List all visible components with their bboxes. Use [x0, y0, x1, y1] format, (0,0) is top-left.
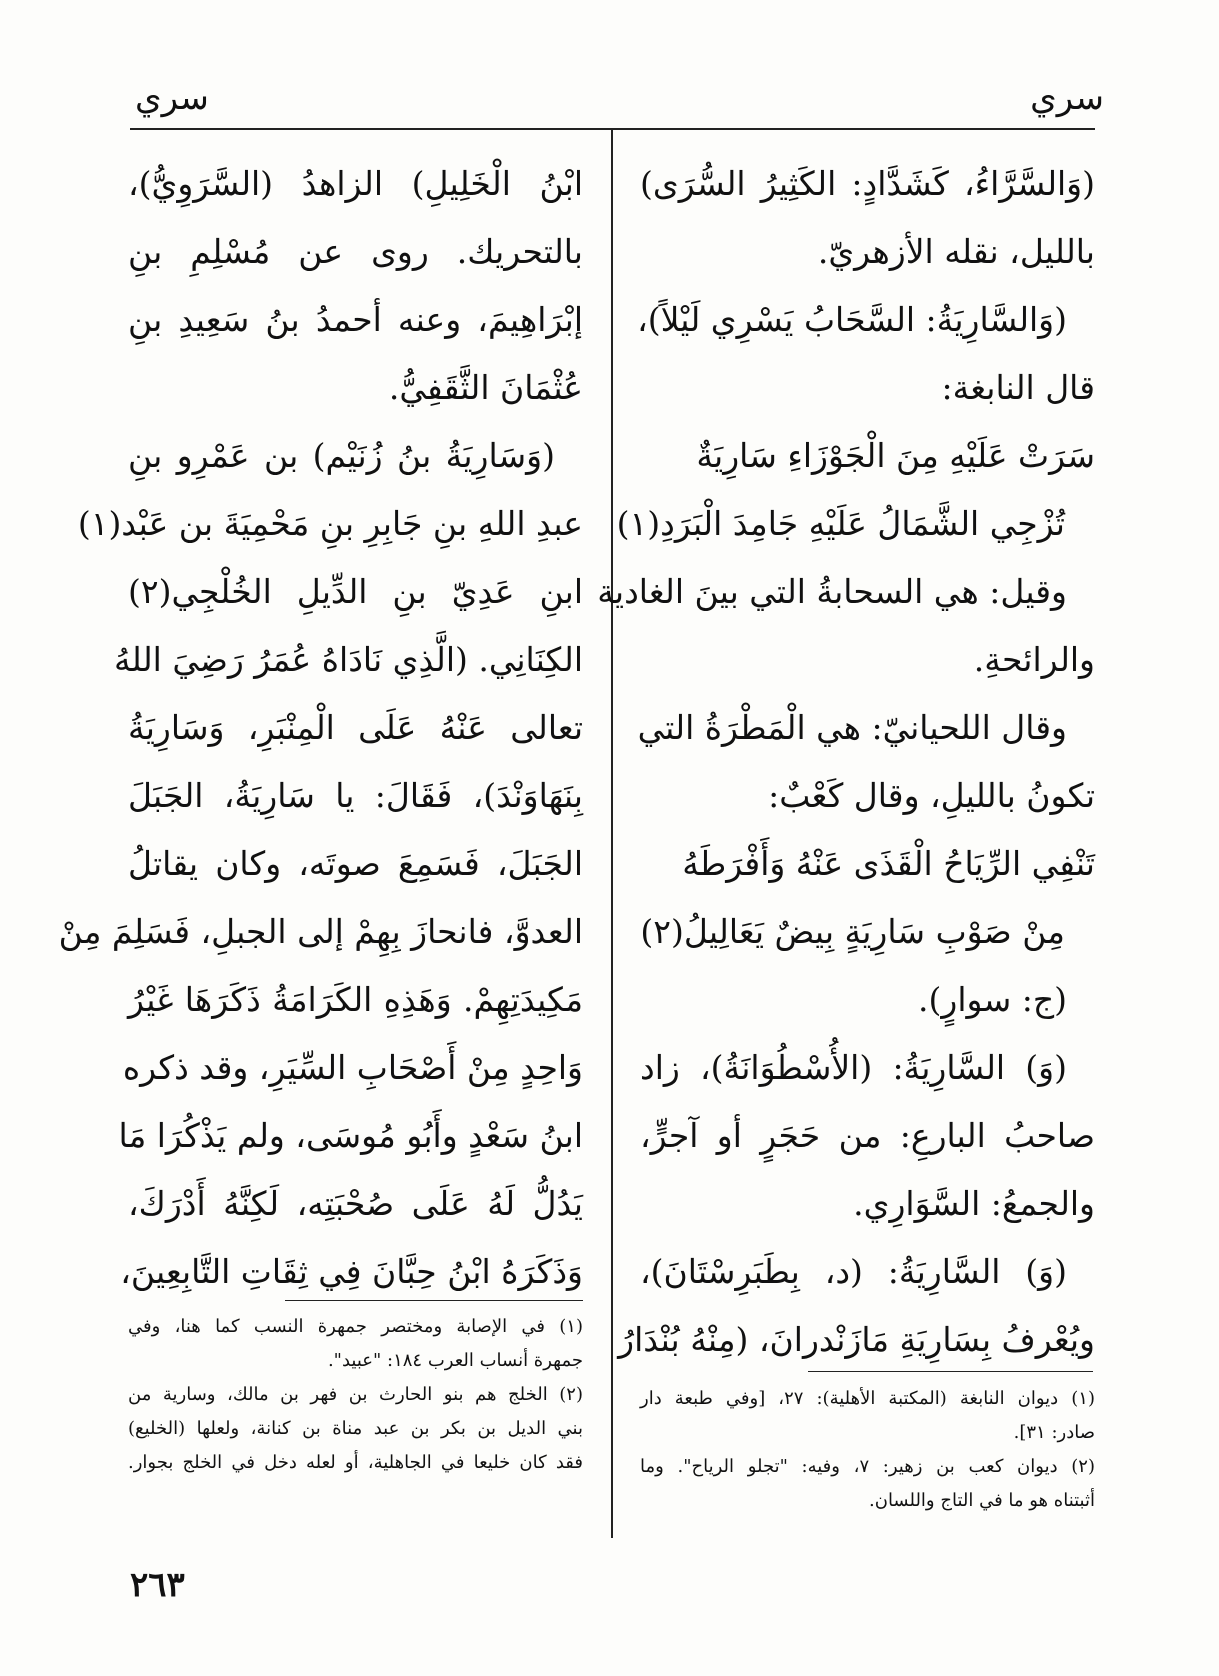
text-line: وَذَكَرَهُ ابْنُ حِبَّانَ فِي ثِقَاتِ التَّابِعِينَ، [120, 1252, 583, 1291]
footnote-line: بني الديل بن بكر بن عبد مناة بن كنانة، ولعلها (الخليع) [128, 1418, 583, 1439]
text-line: الكِنَانِي. (الَّذِي نَادَاهُ عُمَرُ رَضِيَ اللهُ [113, 640, 583, 679]
text-line: بِنَهَاوَنْدَ)، فَقَالَ: يا سَارِيَةُ، الجَبَلَ [128, 776, 583, 815]
text-line: (وَ) السَّارِيَةُ: (الأُسْطُوَانَةُ)، زاد [640, 1048, 1067, 1087]
text-line: بالليل، نقله الأزهريّ. [817, 232, 1095, 271]
text-line: عُثْمَانَ الثَّقَفِيُّ. [388, 368, 583, 407]
column-divider [611, 130, 613, 1538]
text-line: (وَالسَّارِيَةُ: السَّحَابُ يَسْرِي لَيْلاً)، [637, 300, 1067, 339]
footnote-rule-left [285, 1300, 583, 1301]
text-line: مَكِيدَتِهِمْ. وَهَذِهِ الكَرَامَةُ ذَكَرَهَا غَيْرُ [128, 980, 583, 1019]
text-line: صاحبُ البارعِ: من حَجَرٍ أو آجرٍّ، [640, 1116, 1095, 1155]
text-line: وَاحِدٍ مِنْ أَصْحَابِ السِّيَرِ، وقد ذكره [122, 1048, 583, 1087]
text-line: العدوَّ، فانحازَ بِهِمْ إلى الجبلِ، فَسَلِمَ مِنْ [58, 912, 583, 951]
text-line: وقال اللحيانيّ: هي الْمَطْرَةُ التي [637, 708, 1067, 747]
right-column [597, 150, 1095, 1374]
text-line: والجمعُ: السَّوَارِي. [853, 1184, 1095, 1223]
text-line: الجَبَلَ، فَسَمِعَ صوتَه، وكان يقاتلُ [128, 844, 583, 883]
verse-line: سَرَتْ عَلَيْهِ مِنَ الْجَوْزَاءِ سَارِيَةٌ [696, 436, 1095, 475]
text-line: ابنُ سَعْدٍ وأَبُو مُوسَى، ولم يَذْكُرَا مَا [118, 1116, 583, 1155]
text-line: والرائحةِ. [973, 640, 1095, 679]
text-line: ويُعْرفُ بِسَارِيَةِ مَازَنْدرانَ، (مِنْهُ بُنْدَارُ [618, 1320, 1095, 1359]
text-line: قال النابغة: [941, 368, 1095, 407]
running-header-left: سري [135, 78, 209, 118]
footnotes-left [128, 1310, 583, 1480]
text-line: وقيل: هي السحابةُ التي بينَ الغادية [597, 572, 1067, 611]
text-line: ابْنُ الْخَلِيلِ) الزاهدُ (السَّرَوِيُّ)، [128, 164, 583, 203]
running-header-right: سري [1030, 78, 1104, 118]
text-line: ابنِ عَدِيّ بنِ الدِّيلِ الخُلْجِي(٢) [128, 572, 583, 611]
footnotes-right [640, 1382, 1095, 1518]
page-number: ٢٦٣ [130, 1565, 185, 1605]
text-line: يَدُلُّ لَهُ عَلَى صُحْبَتِه، لَكِنَّهُ أَدْرَكَ، [128, 1184, 583, 1223]
footnote-line: جمهرة أنساب العرب ١٨٤: "عبيد". [327, 1350, 583, 1371]
footnote-line: صادر: ٣١]. [1013, 1422, 1095, 1443]
text-line: عبدِ اللهِ بنِ جَابِرِ بنِ مَحْمِيَةَ بن عَبْد(١) [77, 504, 583, 543]
footnote-line: (٢) الخلج هم بنو الحارث بن فهر بن مالك، وسارية من [128, 1384, 583, 1405]
left-column [58, 150, 583, 1306]
verse-line: تَنْفِي الرِّيَاحُ الْقَذَى عَنْهُ وَأَفْرَطَهُ [682, 844, 1095, 883]
verse-line: تُزْجِي الشَّمَالُ عَلَيْهِ جَامِدَ الْبَرَدِ(١) [616, 504, 1065, 543]
text-line: تكونُ بالليلِ، وقال كَعْبٌ: [768, 776, 1095, 815]
footnote-line: فقد كان خليعا في الجاهلية، أو لعله دخل في الخلج بجوار. [128, 1452, 583, 1473]
footnote-line: أثبتناه هو ما في التاج واللسان. [869, 1490, 1095, 1511]
text-line: (ج: سوارٍ). [918, 980, 1067, 1019]
verse-line: مِنْ صَوْبِ سَارِيَةٍ بِيضٌ يَعَالِيلُ(٢) [640, 912, 1065, 951]
footnote-line: (١) في الإصابة ومختصر جمهرة النسب كما هنا، وفي [128, 1316, 583, 1337]
text-line: تعالى عَنْهُ عَلَى الْمِنْبَرِ، وَسَارِيَةُ [128, 708, 583, 747]
text-line: (وَ) السَّارِيَةُ: (د، بِطَبَرِسْتَانَ)، [640, 1252, 1067, 1291]
text-line: بالتحريك. روى عن مُسْلِمِ بنِ [128, 232, 583, 271]
text-line: إبْرَاهِيمَ، وعنه أحمدُ بنُ سَعِيدِ بنِ [128, 300, 583, 339]
footnote-line: (٢) ديوان كعب بن زهير: ٧، وفيه: "تجلو الرياح". وما [640, 1456, 1095, 1477]
footnote-rule-right [808, 1371, 1093, 1372]
text-line: (وَسَارِيَةُ بنُ زُنَيْم) بن عَمْرِو بنِ [128, 436, 555, 475]
footnote-line: (١) ديوان النابغة (المكتبة الأهلية): ٢٧، [وفي طبعة دار [640, 1388, 1095, 1409]
text-line: (وَالسَّرَّاءُ، كَشَدَّادٍ: الكَثِيرُ السُّرَى) [640, 164, 1095, 203]
